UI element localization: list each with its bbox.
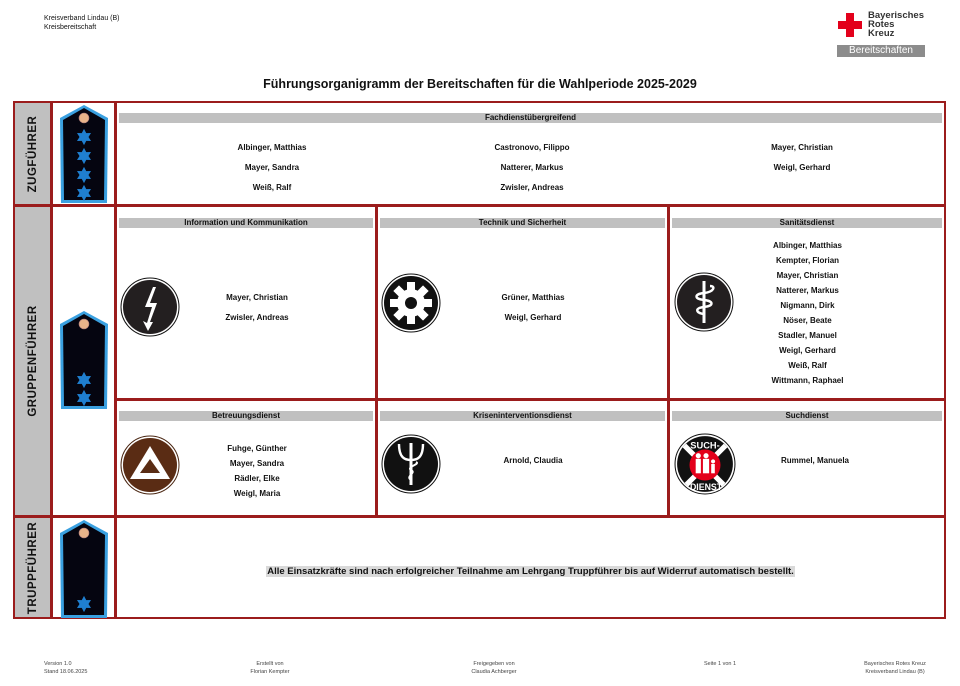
service-panel-bet [115,399,377,517]
footer-approved [444,660,544,676]
name-list [457,138,607,198]
person-name: Rummel, Manuela [780,456,849,465]
rank-label-gruppenfuehrer [13,205,52,517]
person-name: Mayer, Sandra [229,459,285,468]
trupp-notice: Alle Einsatzkräfte sind nach erfolgreicher Teilnahme am Lehrgang Truppführer bis auf Widerruf automatisch bestellt. [267,566,794,577]
zug-panel [115,101,946,206]
logo-line: Kreuz [868,28,895,39]
rank-text: TRUPPFÜHRER [26,521,39,614]
footer-org-name: Bayerisches Rotes Kreuz [864,661,926,667]
name-list [453,453,613,468]
page-title: Führungsorganigramm der Bereitschaften für die Wahlperiode 2025-2029 [263,77,697,91]
logo-text [868,11,924,38]
footer-org-unit: Kreisverband Lindau (B) [865,669,925,675]
name-list [727,138,877,178]
section-heading: Information und Kommunikation [119,218,373,228]
aesculapius-icon [674,272,734,332]
created-by: Florian Kempter [250,669,290,675]
shoulder-board-icon [58,519,110,619]
name-list [197,138,347,198]
brk-logo [836,10,928,60]
person-name: Zwisler, Andreas [500,183,564,192]
shoulder-board-gruppenfuehrer [51,205,116,517]
approved-label: Freigegeben von [473,661,515,667]
page-number: Seite 1 von 1 [703,661,737,667]
rank-text: GRUPPENFÜHRER [26,305,39,417]
name-list [177,288,337,328]
rank-label-truppfuehrer [13,516,52,619]
name-list [745,453,885,468]
person-name: Weigl, Gerhard [779,346,836,355]
service-panel-iuk [115,205,377,400]
person-name: Nöser, Beate [783,316,832,325]
person-name: Zwisler, Andreas [225,313,289,322]
service-panel-san [668,205,946,400]
name-list [192,441,322,501]
rank-text: ZUGFÜHRER [26,115,39,192]
person-name: Castronovo, Filippo [494,143,570,152]
section-heading: Betreuungsdienst [119,411,373,421]
person-name: Arnold, Claudia [503,456,563,465]
person-name: Weigl, Maria [233,489,281,498]
shoulder-board-zugfuehrer [51,101,116,206]
suchdienst-icon [674,433,736,495]
person-name: Rädler, Elke [234,474,280,483]
footer-created [220,660,320,676]
person-name: Weiß, Ralf [788,361,827,370]
person-name: Wittmann, Raphael [771,376,844,385]
logo-bar: Bereitschaften [837,45,925,57]
service-panel-such [668,399,946,517]
person-name: Fuhge, Günther [227,444,287,453]
person-name: Natterer, Markus [500,163,564,172]
section-heading: Technik und Sicherheit [380,218,665,228]
section-heading: Suchdienst [672,411,942,421]
person-name: Grüner, Matthias [501,293,565,302]
approved-by: Claudia Achberger [471,669,517,675]
psi-staff-icon [381,434,441,494]
lightning-icon [120,277,180,337]
date-text: Stand 18.06.2025 [44,669,88,675]
version-text: Version 1.0 [44,661,72,667]
person-name: Mayer, Sandra [244,163,300,172]
person-name: Mayer, Christian [771,143,833,152]
name-list [740,238,875,388]
person-name: Weigl, Gerhard [773,163,831,172]
gear-icon [381,273,441,333]
section-heading: Sanitätsdienst [672,218,942,228]
triangle-icon [120,435,180,495]
footer-page [670,660,770,668]
shoulder-board-icon [58,104,110,204]
rank-label-zugfuehrer [13,101,52,206]
trupp-panel [115,516,946,619]
person-name: Mayer, Christian [226,293,288,302]
emblem-text-top: SUCH- [690,440,720,451]
footer-version [44,660,87,676]
person-name: Mayer, Christian [776,271,839,280]
footer-org [850,660,940,676]
section-heading: Kriseninterventionsdienst [380,411,665,421]
shoulder-board-icon [58,310,110,410]
person-name: Nigmann, Dirk [780,301,835,310]
person-name: Albinger, Matthias [773,241,842,250]
person-name: Albinger, Matthias [237,143,307,152]
org-unit: Kreisbereitschaft [44,24,97,31]
section-heading: Fachdienstübergreifend [119,113,942,123]
org-header [44,14,120,32]
logo-line: Rotes [868,19,895,30]
logo-line: Bayerisches [868,10,924,21]
service-panel-kid [376,399,669,517]
name-list [453,288,613,328]
person-name: Weigl, Gerhard [504,313,562,322]
red-cross-icon [838,13,862,37]
org-name: Kreisverband Lindau (B) [44,15,120,22]
person-name: Natterer, Markus [776,286,839,295]
emblem-text-bottom: DIENST [689,481,723,492]
person-name: Kempter, Florian [775,256,840,265]
person-name: Stadler, Manuel [778,331,837,340]
person-name: Weiß, Ralf [252,183,292,192]
shoulder-board-truppfuehrer [51,516,116,619]
created-label: Erstellt von [256,661,284,667]
service-panel-tus [376,205,669,400]
